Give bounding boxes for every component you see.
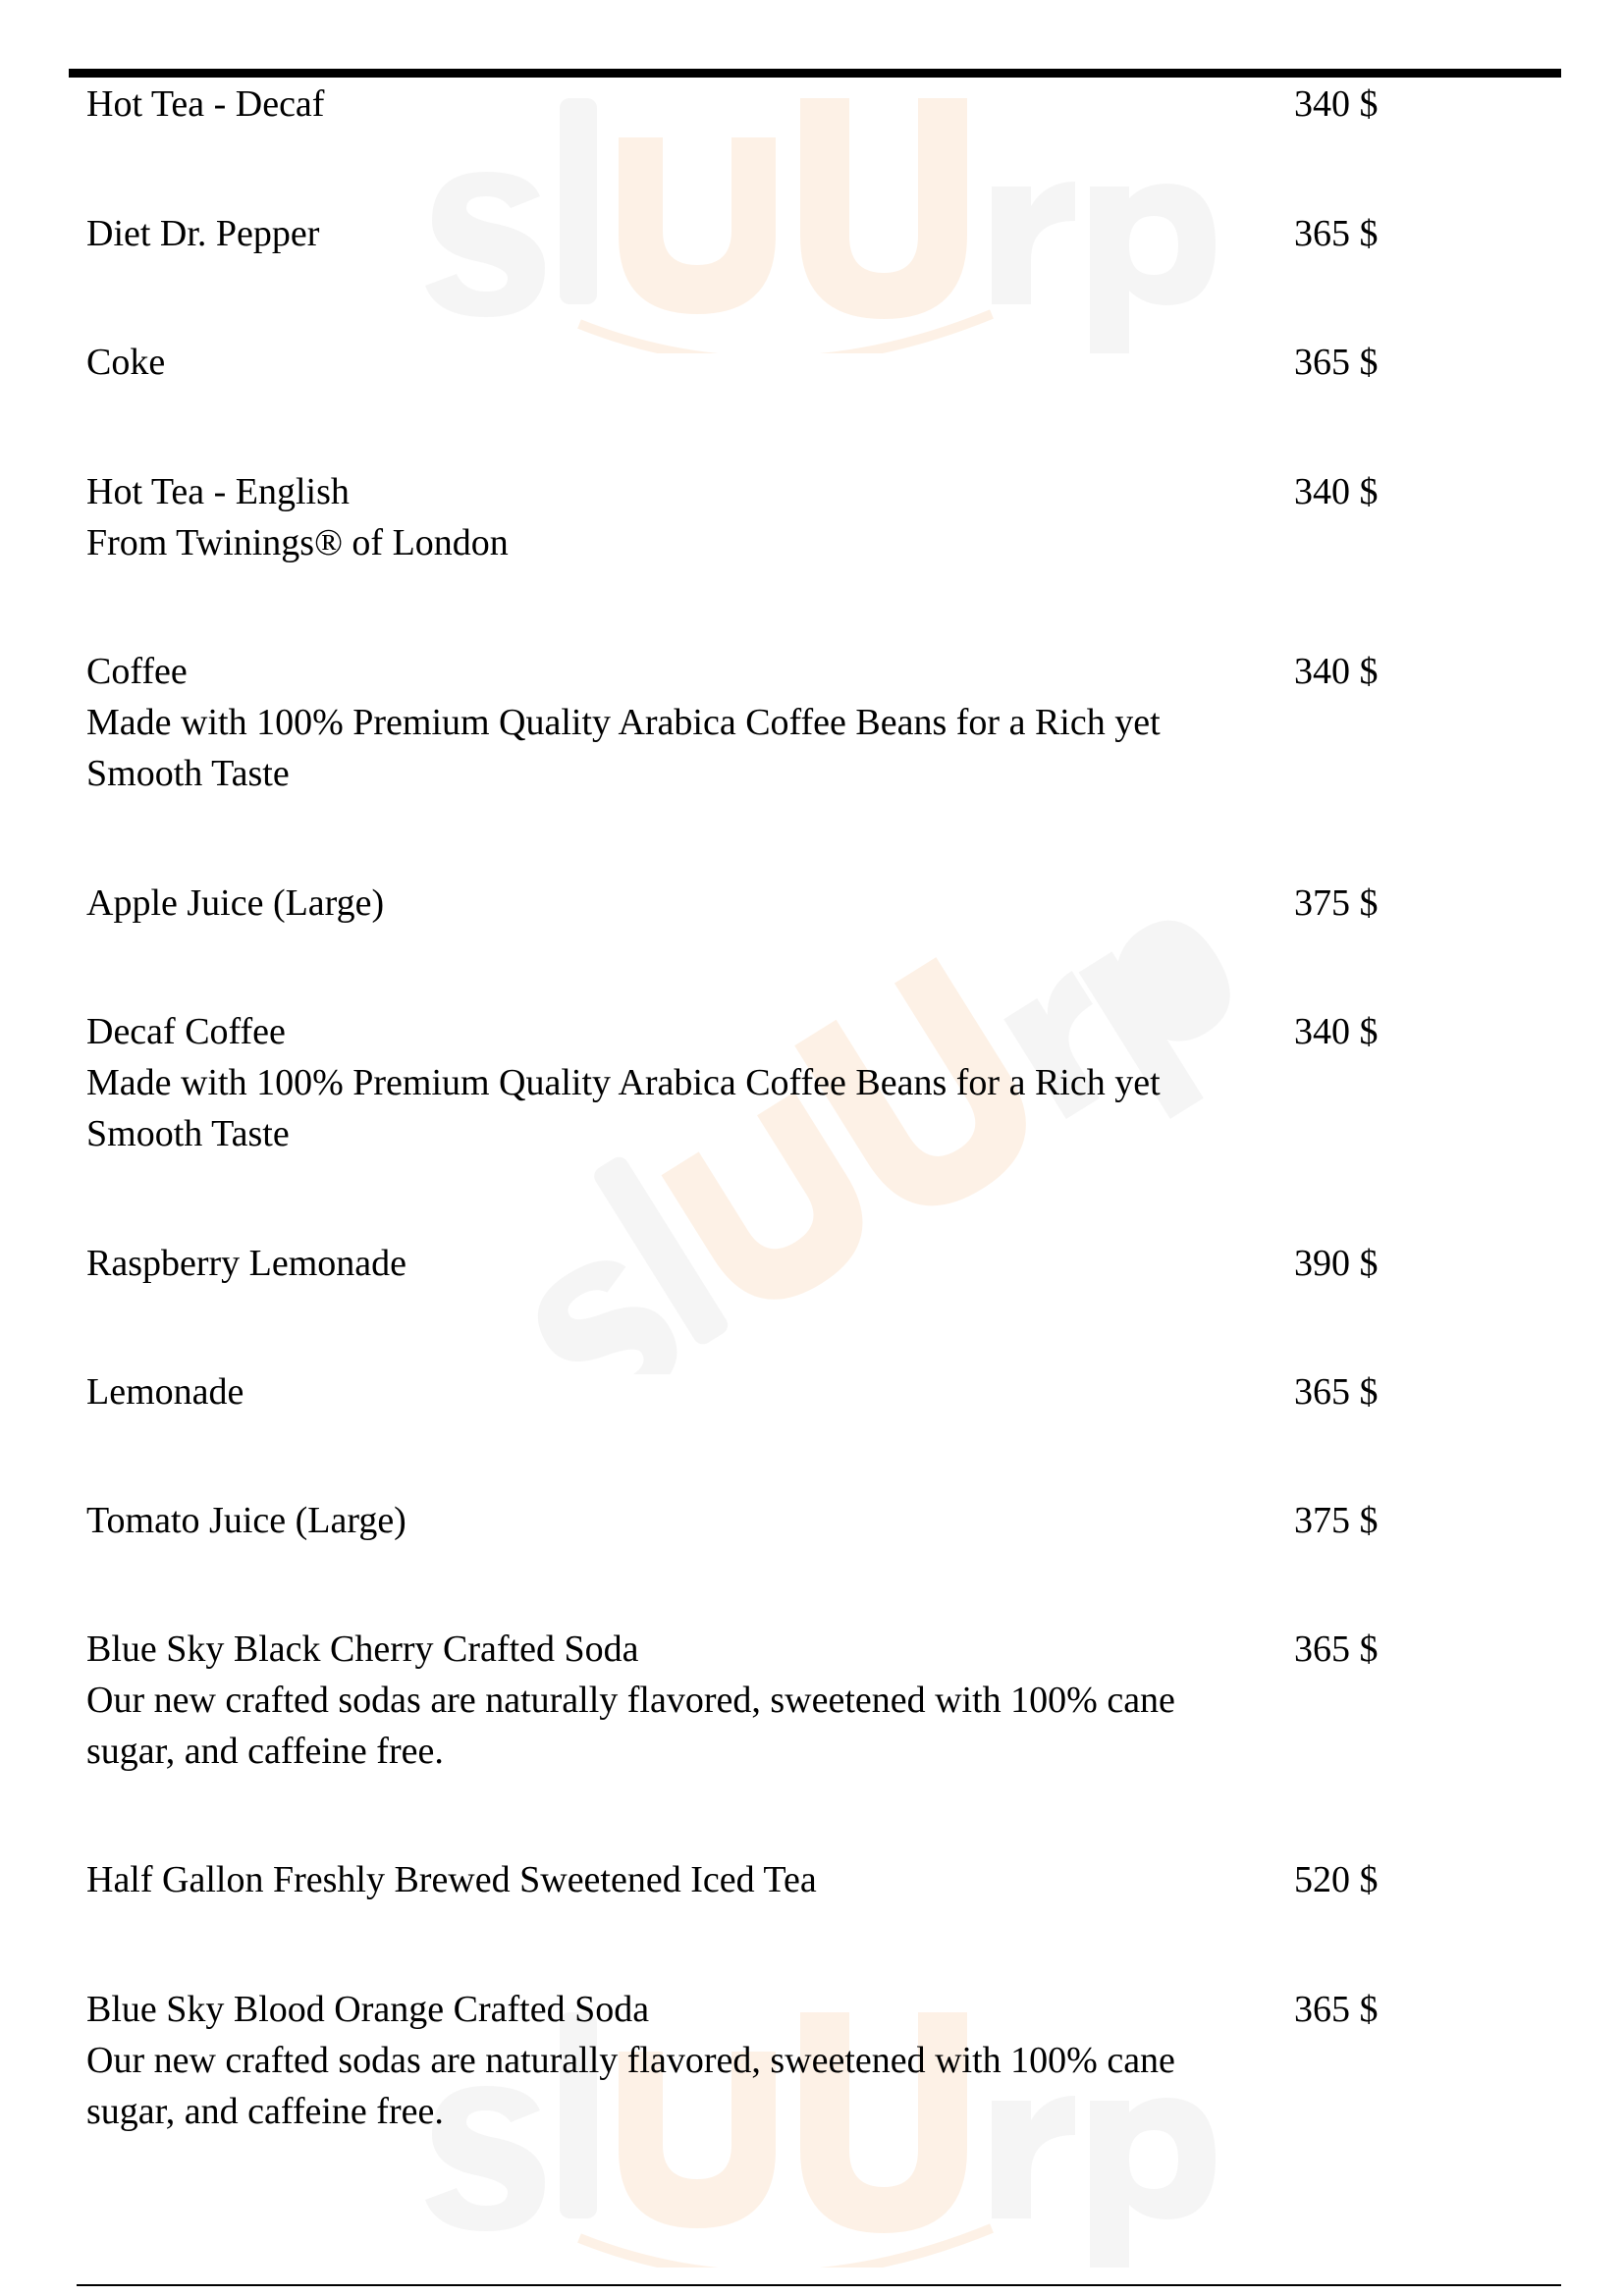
menu-item-price: 340 $ bbox=[1294, 83, 1379, 125]
menu-item-name: Blue Sky Blood Orange Crafted Soda bbox=[86, 1989, 650, 2030]
top-rule bbox=[69, 69, 1561, 78]
menu-item-name: Raspberry Lemonade bbox=[86, 1243, 407, 1284]
menu-item-name: Diet Dr. Pepper bbox=[86, 213, 320, 254]
menu-item-name: Tomato Juice (Large) bbox=[86, 1500, 406, 1541]
menu-item-name: Apple Juice (Large) bbox=[86, 882, 385, 924]
bottom-rule bbox=[77, 2284, 1561, 2286]
menu-item bbox=[86, 646, 1379, 799]
menu-item-name: Decaf Coffee bbox=[86, 1011, 286, 1052]
menu-item-name: Half Gallon Freshly Brewed Sweetened Iced Tea bbox=[86, 1859, 817, 1900]
menu-item bbox=[86, 1854, 1379, 1905]
menu-item-description: Our new crafted sodas are naturally flavored, sweetened with 100% cane sugar, and caffeine free. bbox=[86, 1680, 1175, 1772]
menu-item-description: Made with 100% Premium Quality Arabica Coffee Beans for a Rich yet Smooth Taste bbox=[86, 702, 1161, 794]
menu-item-price: 365 $ bbox=[1294, 1371, 1379, 1413]
menu-item-price: 365 $ bbox=[1294, 213, 1379, 254]
menu-item bbox=[86, 1366, 1379, 1417]
menu-item bbox=[86, 1495, 1379, 1546]
menu-item-price: 390 $ bbox=[1294, 1243, 1379, 1284]
menu-item-description: Our new crafted sodas are naturally flavored, sweetened with 100% cane sugar, and caffeine free. bbox=[86, 2040, 1175, 2132]
menu-item-name: Lemonade bbox=[86, 1371, 244, 1413]
menu-item bbox=[86, 208, 1379, 259]
menu-item-price: 340 $ bbox=[1294, 651, 1379, 692]
menu-item-name: Blue Sky Black Cherry Crafted Soda bbox=[86, 1629, 639, 1670]
menu-item-name: Hot Tea - English bbox=[86, 471, 350, 512]
menu-item-description: Made with 100% Premium Quality Arabica Coffee Beans for a Rich yet Smooth Taste bbox=[86, 1062, 1161, 1154]
menu-item bbox=[86, 79, 1379, 130]
menu-item-description: From Twinings® of London bbox=[86, 522, 509, 563]
menu-item bbox=[86, 337, 1379, 388]
menu-item-price: 375 $ bbox=[1294, 1500, 1379, 1541]
menu-item bbox=[86, 1238, 1379, 1289]
menu-item-price: 375 $ bbox=[1294, 882, 1379, 924]
menu-item-price: 365 $ bbox=[1294, 342, 1379, 383]
menu-item-name: Hot Tea - Decaf bbox=[86, 83, 325, 125]
menu-item-price: 365 $ bbox=[1294, 1989, 1379, 2030]
menu-item-price: 520 $ bbox=[1294, 1859, 1379, 1900]
menu-item-price: 365 $ bbox=[1294, 1629, 1379, 1670]
menu-item-price: 340 $ bbox=[1294, 471, 1379, 512]
menu-item-name: Coke bbox=[86, 342, 166, 383]
menu-item bbox=[86, 466, 1379, 568]
menu-item bbox=[86, 1006, 1379, 1159]
menu-item bbox=[86, 1624, 1379, 1777]
menu-item-price: 340 $ bbox=[1294, 1011, 1379, 1052]
menu-item-name: Coffee bbox=[86, 651, 188, 692]
menu-item bbox=[86, 1984, 1379, 2137]
menu-item bbox=[86, 878, 1379, 929]
